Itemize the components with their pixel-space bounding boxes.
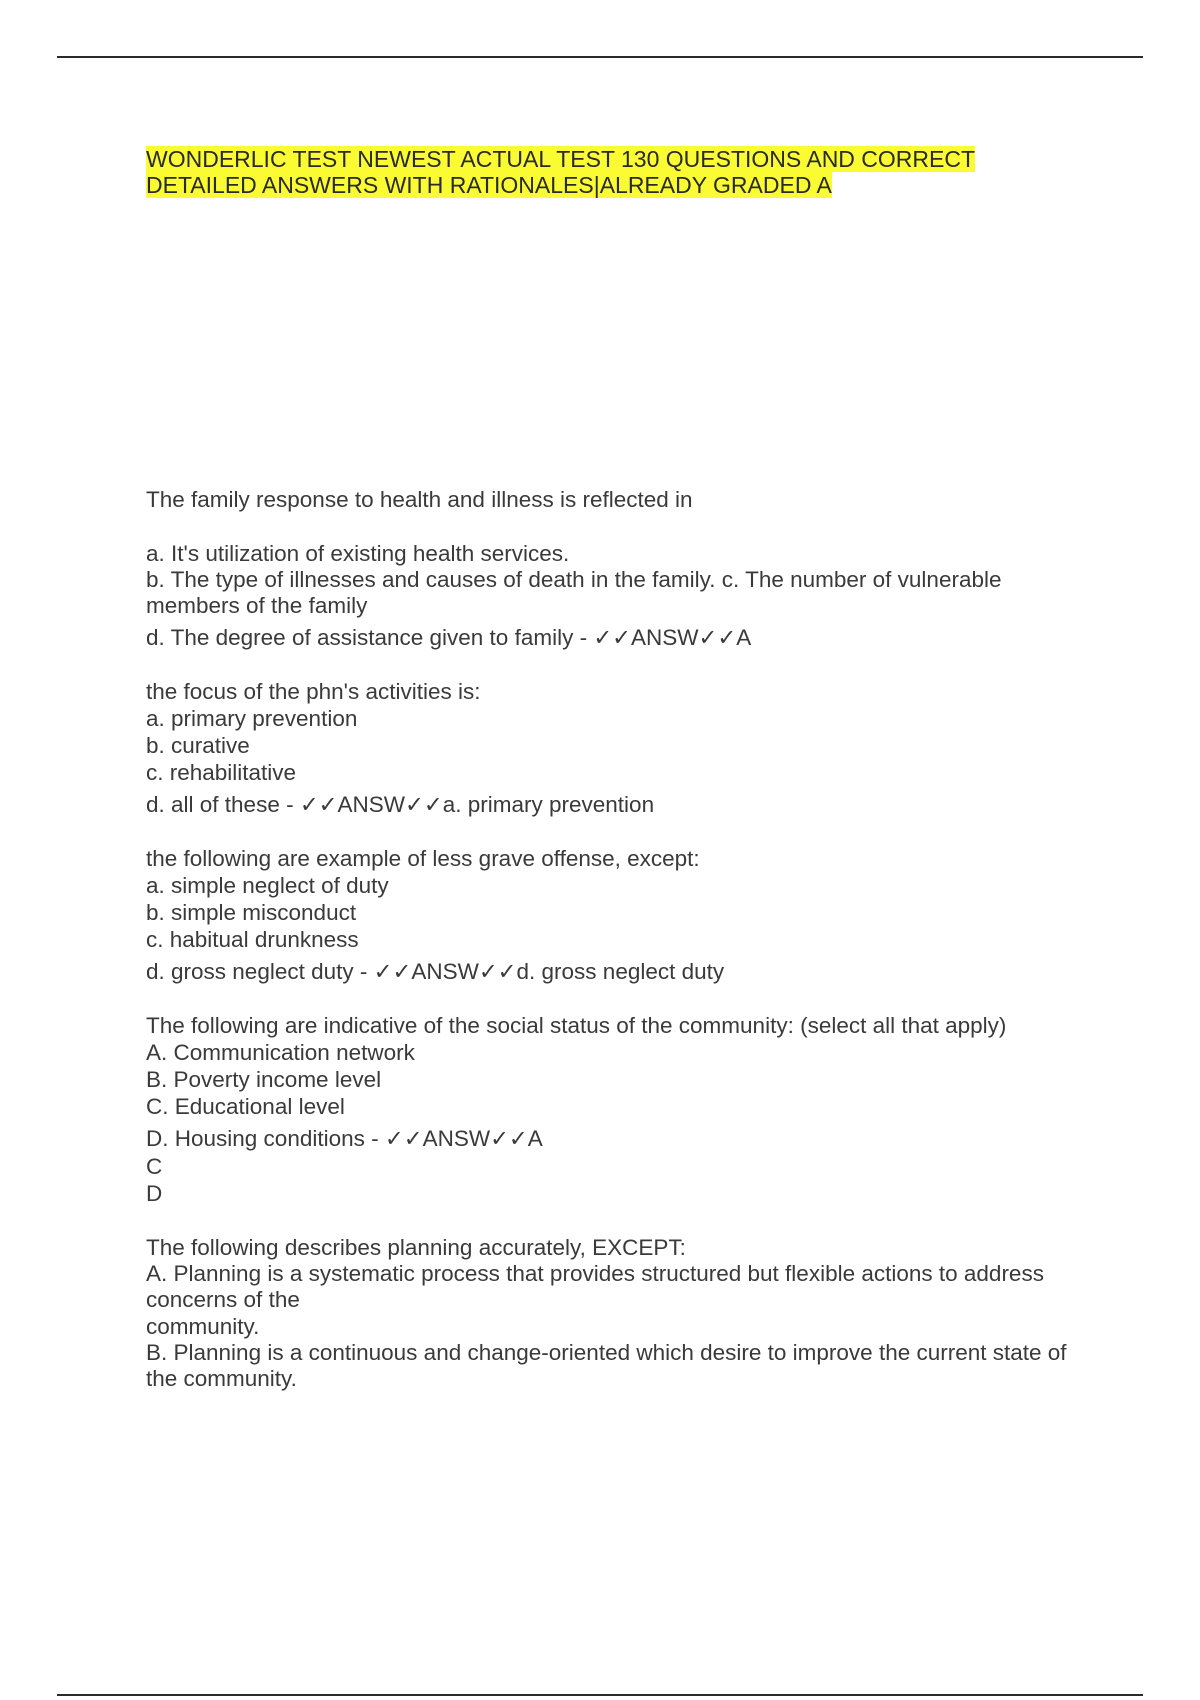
question-block xyxy=(146,845,1096,985)
title-line-1: WONDERLIC TEST NEWEST ACTUAL TEST 130 QUESTIONS AND CORRECT xyxy=(146,146,976,172)
answer-option: a. simple neglect of duty xyxy=(146,873,389,898)
answer-option: A. Communication network xyxy=(146,1040,415,1065)
answer-option: D. Housing conditions - ✓✓ANSW✓✓A xyxy=(146,1126,543,1151)
footer-rule xyxy=(57,1694,1143,1696)
answer-option: A. Planning is a systematic process that provides structured but flexible actions to address concerns of the xyxy=(146,1261,1044,1312)
document-title xyxy=(146,146,1096,198)
question-block xyxy=(146,678,1096,818)
question-stem: The following describes planning accurately, EXCEPT: xyxy=(146,1235,686,1260)
answer-option: d. all of these - ✓✓ANSW✓✓a. primary prevention xyxy=(146,792,655,817)
answer-option: a. primary prevention xyxy=(146,706,358,731)
answer-option: C xyxy=(146,1154,163,1179)
answer-option: c. rehabilitative xyxy=(146,760,297,785)
question-list xyxy=(146,486,1096,1392)
answer-option: C. Educational level xyxy=(146,1094,345,1119)
answer-option: B. Planning is a continuous and change-oriented which desire to improve the current state of the community. xyxy=(146,1340,1067,1391)
document-body xyxy=(146,146,1096,1392)
question-stem: The following are indicative of the social status of the community: (select all that apply) xyxy=(146,1013,1007,1038)
answer-option: D xyxy=(146,1181,163,1206)
answer-option: b. curative xyxy=(146,733,250,758)
answer-option: d. gross neglect duty - ✓✓ANSW✓✓d. gross neglect duty xyxy=(146,959,725,984)
answer-option: c. habitual drunkness xyxy=(146,927,359,952)
question-stem: the following are example of less grave offense, except: xyxy=(146,846,700,871)
answer-option: B. Poverty income level xyxy=(146,1067,382,1092)
question-block xyxy=(146,1012,1096,1207)
answer-option: b. The type of illnesses and causes of death in the family. c. The number of vulnerable members of the family xyxy=(146,567,1002,618)
question-block xyxy=(146,1234,1096,1392)
answer-option: d. The degree of assistance given to family - ✓✓ANSW✓✓A xyxy=(146,625,752,650)
answer-option: a. It's utilization of existing health services. xyxy=(146,541,570,566)
question-block xyxy=(146,486,1096,651)
answer-option: b. simple misconduct xyxy=(146,900,357,925)
answer-option: community. xyxy=(146,1314,260,1339)
header-rule xyxy=(57,56,1143,58)
question-stem: the focus of the phn's activities is: xyxy=(146,679,481,704)
question-stem: The family response to health and illness is reflected in xyxy=(146,487,693,512)
title-line-2: DETAILED ANSWERS WITH RATIONALES|ALREADY GRADED A xyxy=(146,172,832,198)
